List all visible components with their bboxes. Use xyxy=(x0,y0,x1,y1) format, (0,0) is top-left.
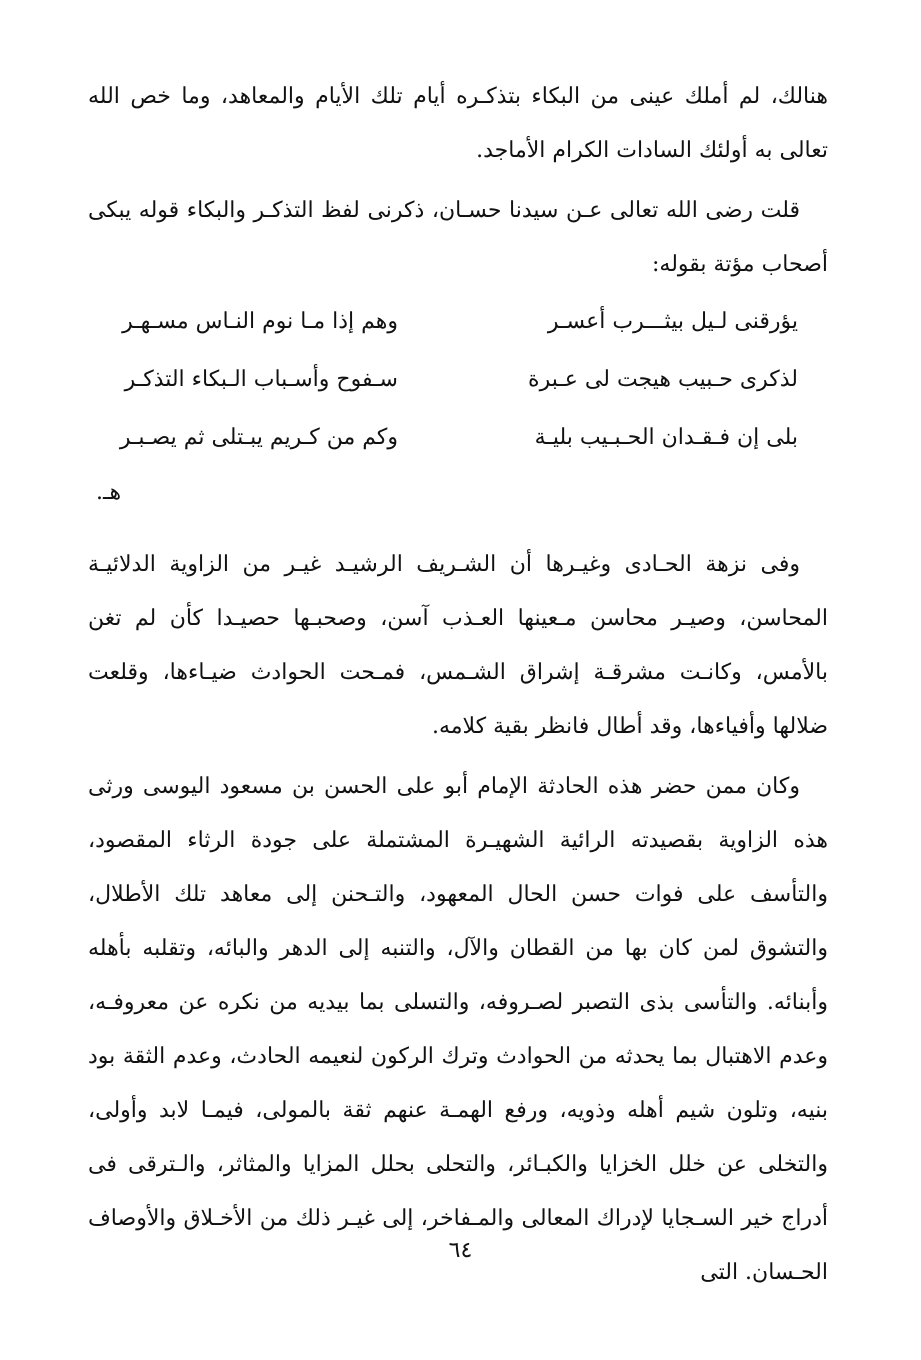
poem-verse xyxy=(88,292,828,350)
poem-first-hemistich: يؤرقنى لـيل بيثـــرب أعسـر xyxy=(547,308,798,334)
poem-first-hemistich: بلى إن فـقـدان الحـبـيب بليـة xyxy=(534,424,798,450)
paragraph-4: وكان ممن حضر هذه الحادثة الإمام أبو على الحسن بن مسعود اليوسى ورثى هذه الزاوية بقصيدته الرائية الشهيـرة المشتملة على جودة الرثاء المقصود، والتأسف على فوات حسن الحال المعهود، والتـحنن إلى معاهد تلك الأطلال، والتشوق لمن كان بها من القطان والآل، والتنبه إلى الدهر والبائه، وتقلبه بأهله وأبنائه. والتأسى بذى التصبر لصـروفه، والتسلى بما بيديه من نكره عن معروفـه، وعدم الاهتبال بما يحدثه من الحوادث وترك الركون لنعيمه الحادث، وعدم الثقة بود بنيه، وتلون شيم أهله وذويه، ورفع الهمـة عنهم ثقة بالمولى، فيمـا لابد وأولى، والتخلى عن خلل الخزايا والكبـائر، والتحلى بحلل المزايا والمثاثر، والـترقى فى أدراج خير السـجايا لإدراك المعالى والمـفاخر، إلى غيـر ذلك من الأخـلاق والأوصاف الحـسان. التى xyxy=(88,774,828,1285)
spacer xyxy=(88,520,828,538)
poem xyxy=(88,292,828,466)
poem-verse xyxy=(88,408,828,466)
paragraph-2: قلت رضى الله تعالى عـن سيدنا حسـان، ذكرنى لفظ التذكـر والبكاء قوله يبكى أصحاب مؤتة بقوله: xyxy=(88,198,828,277)
paragraph-1: هنالك، لم أملك عينى من البكاء بتذكـره أيام تلك الأيام والمعاهد، وما خص الله تعالى به أولئك السادات الكرام الأماجد. xyxy=(88,84,828,163)
page-number: ٦٤ xyxy=(448,1238,473,1263)
poem-second-hemistich: وهم إذا مـا نوم النـاس مسـهـر xyxy=(122,308,398,334)
quote-end-mark: هـ. xyxy=(96,480,122,505)
paragraph-3: وفى نزهة الحـادى وغيـرها أن الشـريف الرشيـد غيـر من الزاوية الدلائيـة المحاسن، وصيـر محاسن مـعينها العـذب آسن، وصحبـها حصيـدا كأن لم تغن بالأمس، وكانـت مشرقـة إشراق الشـمس، فمـحت الحوادث ضيـاءها، وقلعت ضلالها وأفياءها، وقد أطال فانظر بقية كلامه. xyxy=(88,552,828,739)
poem-verse xyxy=(88,350,828,408)
poem-first-hemistich: لذكرى حـبيب هيجت لى عـبرة xyxy=(528,366,798,392)
poem-second-hemistich: وكم من كـريم يبـتلى ثم يصـبـر xyxy=(119,424,398,450)
poem-second-hemistich: سـفوح وأسـباب الـبكاء التذكـر xyxy=(124,366,398,392)
page-body xyxy=(88,70,828,1300)
